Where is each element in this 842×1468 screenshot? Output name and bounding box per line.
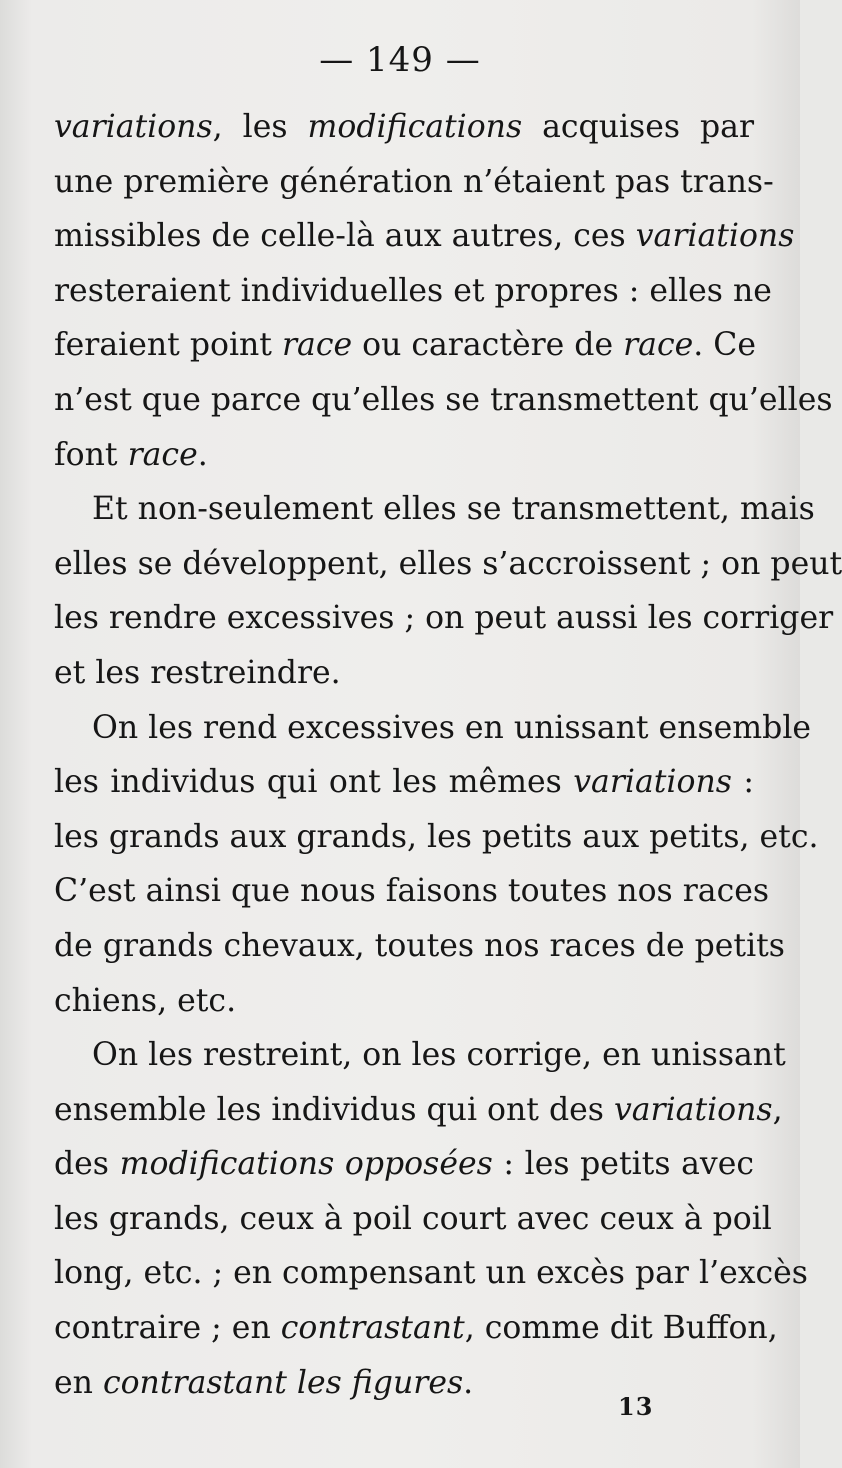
text-run: de grands chevaux, toutes nos races de petits [54, 927, 785, 964]
text-line [54, 264, 772, 319]
text-line [54, 318, 757, 373]
text-run: acquises par [522, 109, 755, 145]
text-run: ou caractère de [352, 327, 624, 364]
text-run: les rendre excessives ; on peut aussi les corriger [54, 600, 834, 637]
text-line [54, 646, 754, 701]
text-line [54, 100, 754, 155]
text-run: long, etc. ; en compensant un excès par l’excès [54, 1255, 808, 1292]
italic-text: contrastant les figures [102, 1364, 464, 1401]
italic-text: contrastant [280, 1310, 465, 1347]
text-run: les grands aux grands, les petits aux petits, etc. [54, 818, 819, 855]
italic-text: race [623, 327, 694, 364]
paragraph [54, 100, 833, 482]
text-run: n’est que parce qu’elles se transmettent qu’elles [54, 381, 833, 418]
text-run: On les restreint, on les corrige, en unissant [92, 1037, 786, 1074]
text-line [54, 755, 754, 810]
text-line [54, 1246, 808, 1301]
paragraph [54, 701, 819, 1029]
text-run: : [731, 764, 754, 801]
text-run: les grands, ceux à poil court avec ceux à poil [54, 1200, 772, 1237]
italic-text: modifications [307, 109, 523, 145]
italic-text: variations [613, 1091, 773, 1128]
text-run: et les restreindre. [54, 654, 341, 691]
text-line [54, 1192, 772, 1247]
text-run: elles se développent, elles s’accroissent ; on peut [54, 545, 842, 582]
italic-text: modifications opposées [119, 1146, 493, 1183]
italic-text: variations [54, 109, 213, 145]
paragraph [54, 1028, 808, 1410]
text-run: des [54, 1146, 120, 1183]
paragraph [54, 482, 842, 700]
text-run: . [197, 436, 208, 473]
text-line [54, 701, 812, 756]
text-run: les individus qui ont les mêmes [54, 764, 574, 801]
text-run: une première génération n’étaient pas trans- [54, 163, 774, 200]
page-number: — 149 — [319, 40, 481, 80]
text-run: chiens, etc. [54, 982, 237, 1019]
text-line [54, 1083, 783, 1138]
text-run: Et non-seulement elles se transmettent, mais [92, 491, 815, 528]
text-line [54, 591, 834, 646]
text-run: : les petits avec [492, 1146, 754, 1183]
text-run: . Ce [693, 327, 757, 364]
text-run: On les rend excessives en unissant ensemble [92, 709, 812, 746]
italic-text: race [281, 327, 353, 364]
signature-mark: 13 [618, 1392, 654, 1421]
text-run: font [54, 436, 128, 473]
italic-text: variations [635, 218, 795, 255]
italic-text: variations [573, 764, 732, 801]
text-run: , [772, 1091, 783, 1128]
text-run: feraient point [54, 327, 282, 364]
text-line [54, 428, 754, 483]
text-line [54, 1301, 778, 1356]
text-line [54, 155, 774, 210]
text-run: ensemble les individus qui ont des [54, 1091, 614, 1128]
text-run: . [463, 1364, 474, 1401]
text-run: C’est ainsi que nous faisons toutes nos races [54, 873, 770, 910]
text-line [54, 919, 785, 974]
text-run: missibles de celle-là aux autres, ces [54, 218, 636, 255]
text-line [54, 482, 815, 537]
text-line [54, 1137, 754, 1192]
italic-text: race [127, 436, 198, 473]
text-run: contraire ; en [54, 1310, 281, 1347]
text-line [54, 373, 833, 428]
text-line [54, 864, 770, 919]
text-line [54, 974, 754, 1029]
text-line [54, 810, 819, 865]
text-line [54, 209, 795, 264]
text-line [54, 1028, 786, 1083]
text-run: , les [212, 109, 308, 145]
text-run: resteraient individuelles et propres : elles ne [54, 272, 772, 309]
text-run: en [54, 1364, 103, 1401]
body-text [54, 100, 842, 1410]
text-line [54, 537, 842, 592]
text-run: , comme dit Buffon, [464, 1310, 778, 1347]
